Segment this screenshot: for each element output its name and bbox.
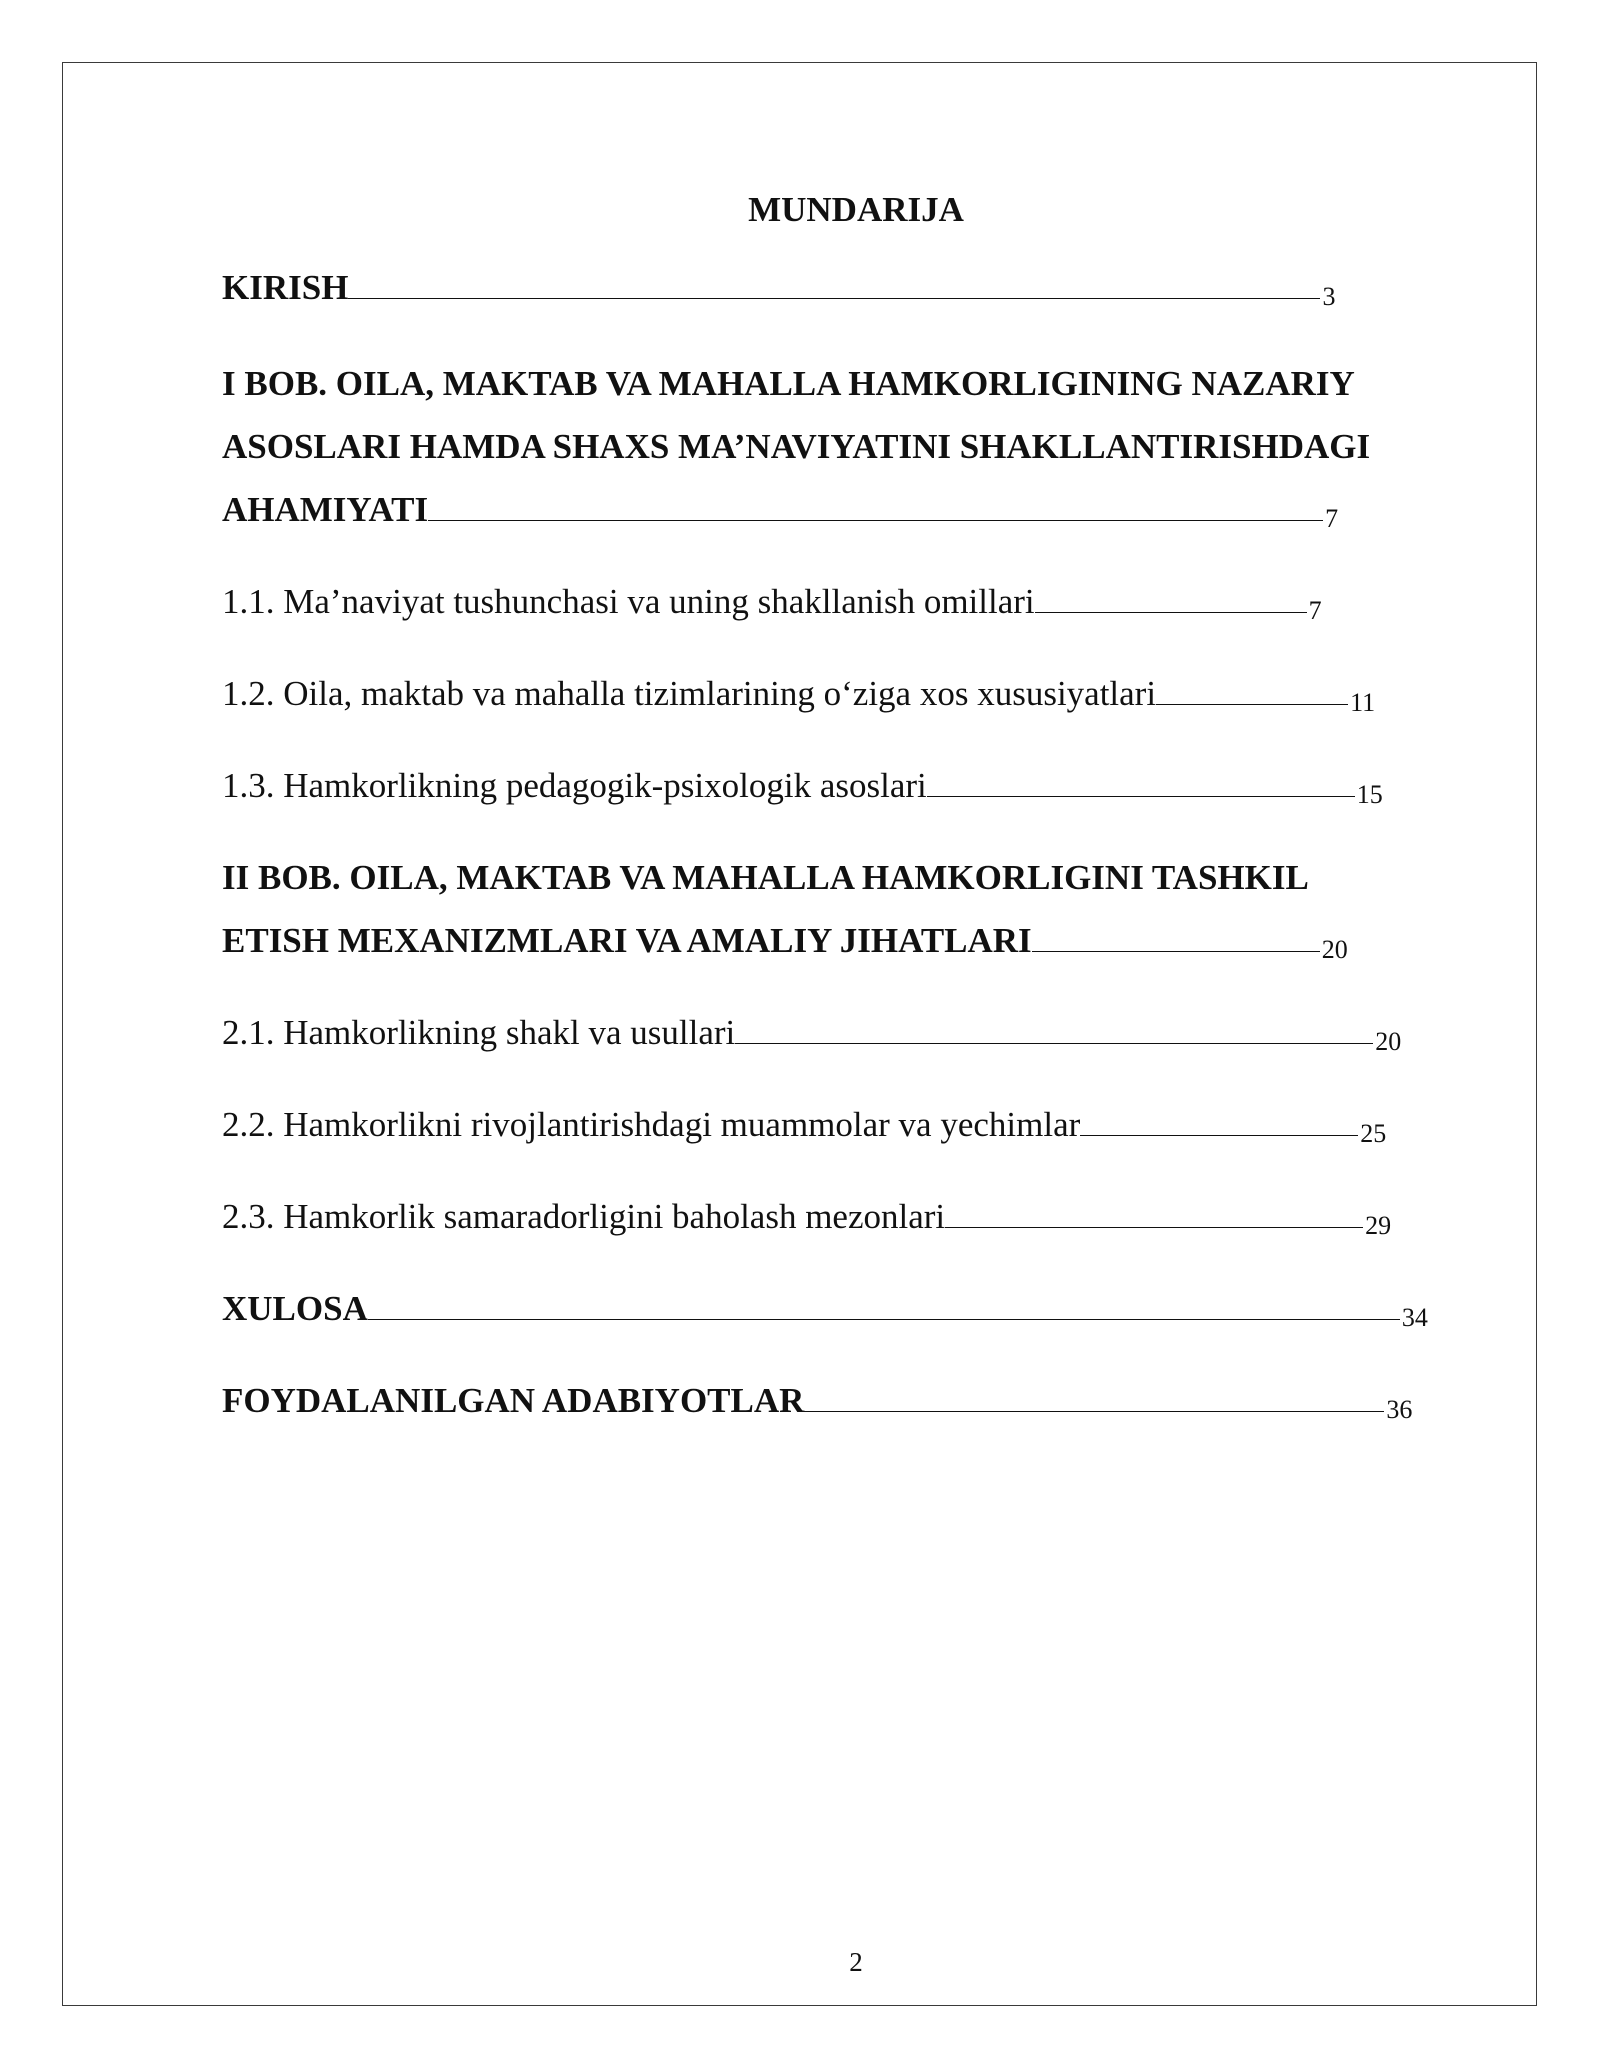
toc-leader [1032, 917, 1320, 952]
toc-line [222, 1277, 1462, 1343]
toc-line [222, 1185, 1462, 1251]
toc-line [222, 256, 1462, 322]
toc-page-number: 20 [1321, 935, 1348, 964]
toc-leader [927, 762, 1355, 797]
toc-page-number: 20 [1375, 1027, 1402, 1056]
toc-entry-label: AHAMIYATI [222, 490, 429, 529]
toc-leader [1035, 578, 1307, 613]
toc-entry-label: 1.1. Ma’naviyat tushunchasi va uning shakllanish omillari [222, 582, 1035, 621]
toc-page-number: 34 [1401, 1303, 1428, 1332]
toc-entry-label: 2.1. Hamkorlikning shakl va usullari [222, 1013, 736, 1052]
toc-entry-1-2[interactable] [222, 662, 1462, 728]
toc-line [222, 662, 1462, 728]
toc-entry-label: 2.3. Hamkorlik samaradorligini baholash mezonlari [222, 1197, 946, 1236]
toc-page-number: 25 [1360, 1119, 1387, 1148]
toc-leader [735, 1009, 1373, 1044]
toc-entry-kirish[interactable] [222, 256, 1462, 322]
toc-page-number: 7 [1308, 596, 1322, 625]
toc-page-number: 29 [1365, 1211, 1392, 1240]
toc-page-number: 3 [1322, 282, 1336, 311]
toc-entry-label: KIRISH [222, 268, 349, 307]
toc-page-number: 11 [1350, 688, 1376, 717]
toc-entry-2-3[interactable] [222, 1185, 1462, 1251]
toc-page-number: 7 [1325, 504, 1339, 533]
toc-entry-label: 1.3. Hamkorlikning pedagogik-psixologik asoslari [222, 766, 927, 805]
toc-entry-1-1[interactable] [222, 570, 1462, 636]
toc-entry-label: 1.2. Oila, maktab va mahalla tizimlarining o‘ziga xos xususiyatlari [222, 674, 1157, 713]
toc-entry-1-3[interactable] [222, 754, 1462, 820]
toc-entry-label: FOYDALANILGAN ADABIYOTLAR [222, 1381, 805, 1420]
toc-page-number: 36 [1386, 1395, 1413, 1424]
table-of-contents [222, 256, 1462, 1435]
toc-leader [1156, 670, 1348, 705]
toc-leader [804, 1377, 1384, 1412]
toc-entry-label: XULOSA [222, 1289, 368, 1328]
toc-line [222, 754, 1462, 820]
toc-entry-2-2[interactable] [222, 1093, 1462, 1159]
toc-entry-label: ETISH MEXANIZMLARI VA AMALIY JIHATLARI [222, 921, 1032, 960]
toc-line: I BOB. OILA, MAKTAB VA MAHALLA HAMKORLIGINING NAZARIY [222, 364, 1355, 403]
toc-page-number: 15 [1356, 780, 1383, 809]
page-title: MUNDARIJA [748, 190, 964, 229]
toc-line [222, 1001, 1462, 1067]
toc-leader [945, 1193, 1363, 1228]
toc-entry-adabiyotlar[interactable] [222, 1369, 1462, 1435]
toc-line [222, 1093, 1462, 1159]
toc-entry-chapter-2[interactable] [222, 846, 1462, 975]
toc-line [222, 478, 1462, 544]
toc-line [222, 1369, 1462, 1435]
toc-leader [368, 1285, 1400, 1320]
toc-leader [348, 264, 1320, 299]
toc-line [222, 570, 1462, 636]
toc-leader [1080, 1101, 1358, 1136]
toc-line: ASOSLARI HAMDA SHAXS MA’NAVIYATINI SHAKLLANTIRISHDAGI [222, 427, 1371, 466]
toc-line [222, 909, 1462, 975]
toc-entry-2-1[interactable] [222, 1001, 1462, 1067]
page-footer-number: 2 [849, 1947, 863, 1977]
toc-leader [428, 486, 1323, 521]
toc-line: II BOB. OILA, MAKTAB VA MAHALLA HAMKORLIGINI TASHKIL [222, 858, 1309, 897]
toc-entry-label: 2.2. Hamkorlikni rivojlantirishdagi muammolar va yechimlar [222, 1105, 1081, 1144]
toc-entry-xulosa[interactable] [222, 1277, 1462, 1343]
toc-entry-chapter-1[interactable] [222, 352, 1462, 544]
